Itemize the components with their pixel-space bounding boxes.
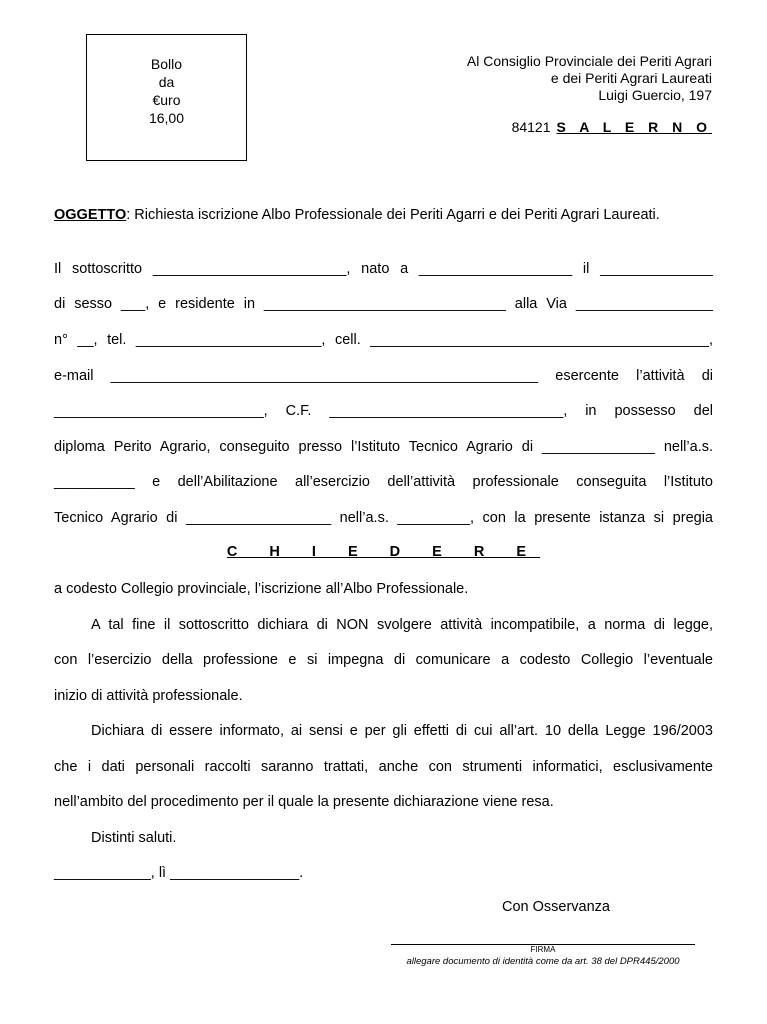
- declaration-2-line-1: Dichiara di essere informato, ai sensi e per gli effetti di cui all’art. 10 della Legge 196/2003: [91, 723, 713, 739]
- signature-note: allegare documento di identità come da art. 38 del DPR445/2000: [406, 956, 680, 967]
- address-line-2: e dei Periti Agrari Laureati: [550, 70, 712, 86]
- declaration-1-line-3: inizio di attività professionale.: [54, 688, 243, 704]
- body-line-8: Tecnico Agrario di __________________ nell’a.s. _________, con la presente istanza si pregia: [54, 510, 713, 526]
- place-date-line: ____________, lì ________________.: [54, 865, 304, 881]
- stamp-line: da: [158, 73, 175, 90]
- body-line-3: n° __, tel. _______________________, cell. __________________________________________,: [54, 332, 713, 348]
- declaration-1-line-1: A tal fine il sottoscritto dichiara di NON svolgere attività incompatibile, a norma di legge,: [91, 617, 713, 633]
- address-line-3: Luigi Guercio, 197: [598, 87, 712, 103]
- closing-text: Con Osservanza: [502, 899, 610, 915]
- subject-label: OGGETTO: [54, 207, 127, 223]
- body-line-1: Il sottoscritto ________________________, nato a ___________________ il ______________: [54, 261, 713, 277]
- declaration-1-line-2: con l’esercizio della professione e si impegna di comunicare a codesto Collegio l’eventuale: [54, 652, 713, 668]
- request-heading: C H I E D E R E: [226, 544, 541, 560]
- city-name: S A L E R N O: [556, 119, 712, 135]
- body-line-6: diploma Perito Agrario, conseguito presso l’Istituto Tecnico Agrario di ______________ nell’a.s.: [54, 439, 713, 455]
- body-line-4: e-mail _____________________________________________________ esercente l’attività di: [54, 368, 713, 384]
- revenue-stamp-box: [86, 34, 247, 161]
- declaration-2-line-2: che i dati personali raccolti saranno trattati, anche con strumenti informatici, esclusivamente: [54, 759, 713, 775]
- address-city-line: [467, 119, 712, 136]
- request-line: a codesto Collegio provinciale, l’iscrizione all’Albo Professionale.: [54, 581, 469, 597]
- address-line-1: Al Consiglio Provinciale dei Periti Agrari: [466, 53, 712, 69]
- declaration-2-line-3: nell’ambito del procedimento per il quale la presente dichiarazione viene resa.: [54, 794, 554, 810]
- body-line-2: di sesso ___, e residente in ______________________________ alla Via _________________: [54, 296, 713, 312]
- stamp-line: €uro: [152, 91, 181, 108]
- body-line-7: __________ e dell’Abilitazione all’esercizio dell’attività professionale conseguita l’Istituto: [54, 474, 713, 490]
- signature-label: FIRMA: [530, 945, 556, 954]
- body-line-5: __________________________, C.F. _____________________________, in possesso del: [54, 403, 713, 419]
- recipient-address: [467, 53, 712, 136]
- stamp-line: Bollo: [150, 55, 183, 72]
- subject-line: [54, 206, 713, 224]
- subject-text: : Richiesta iscrizione Albo Professionale dei Periti Agarri e dei Periti Agrari Laureati.: [126, 207, 660, 223]
- greeting: Distinti saluti.: [91, 830, 177, 846]
- stamp-line: 16,00: [148, 109, 185, 126]
- postcode: 84121: [511, 119, 551, 135]
